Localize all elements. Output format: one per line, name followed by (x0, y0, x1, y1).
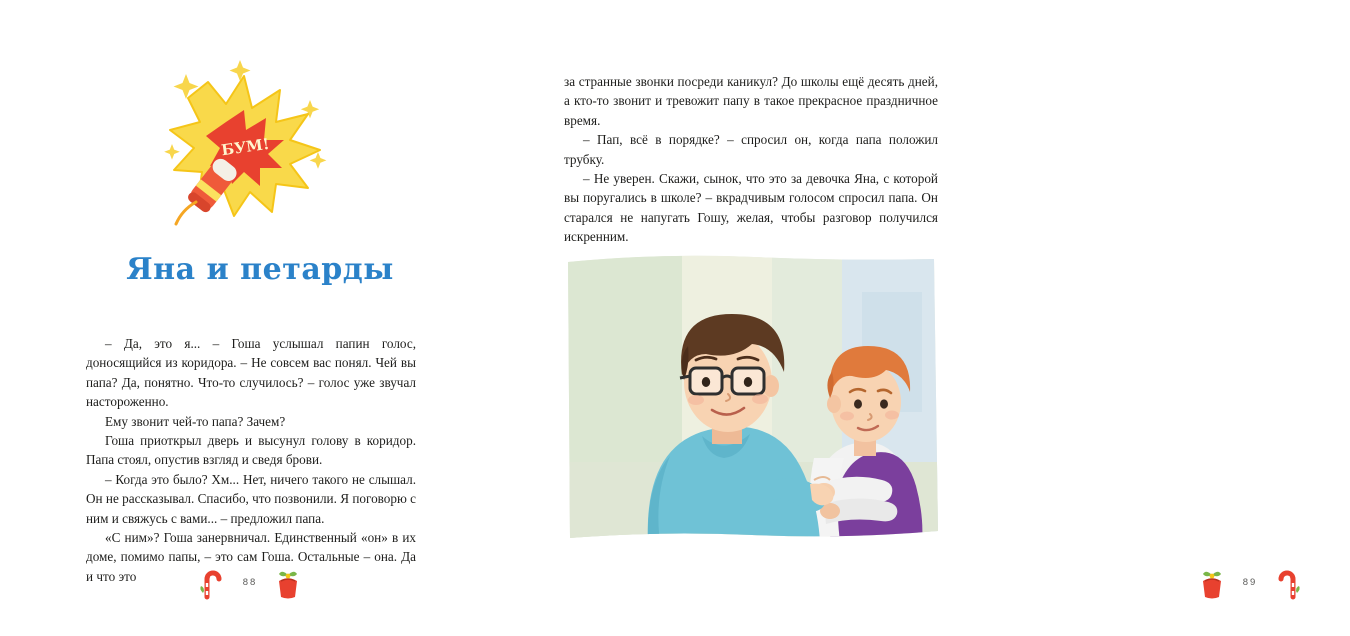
paragraph: – Когда это было? Хм... Нет, ничего такого не слышал. Он не рассказывал. Спасибо, что позвонили. Я поговорю с ним и свяжусь с вами... – предложил папа. (86, 471, 416, 526)
paragraph: за странные звонки посреди каникул? До школы ещё десять дней, а кто-то звонит и тревожит папу в такое прекрасное праздничное время. (564, 74, 938, 128)
paragraph: – Не уверен. Скажи, сынок, что это за девочка Яна, с которой вы поругались в школе? – вкрадчивым голосом спросил папа. Он старался не напугать Гошу, желая, чтобы разговор получился искренним. (564, 171, 938, 245)
chapter-title: Яна и петарды (126, 252, 394, 287)
right-page-footer (1150, 562, 1350, 602)
paragraph: Гоша приоткрыл дверь и высунул голову в коридор. Папа стоял, опустив взгляд и сведя брови. (86, 433, 416, 468)
paragraph: – Пап, всё в порядке? – спросил он, когда папа положил трубку. (564, 132, 938, 167)
left-page (0, 0, 500, 636)
page-number: 89 (1242, 576, 1258, 588)
paragraph: Ему звонит чей-то папа? Зачем? (105, 413, 286, 429)
two-boys-conversation-illustration (562, 252, 940, 542)
right-page-body (564, 72, 938, 247)
paragraph: – Да, это я... – Гоша услышал папин голос, доносящийся из коридора. – Не совсем вас понял. Чей вы папа? Да, понятно. Что-то случилось? – голос уже звучал настороженно. (86, 336, 416, 410)
right-page (500, 0, 1258, 636)
candy-cane-ornament (1273, 565, 1303, 599)
left-page-body (86, 334, 416, 586)
gift-bag-ornament (273, 565, 303, 599)
paragraph: «С ним»? Гоша занервничал. Единственный «он» в их доме, помимо папы, – это сам Гоша. Остальные – она. Да и что это (86, 530, 416, 584)
page-number: 88 (242, 576, 258, 588)
svg-text:БУМ!: БУМ! (220, 134, 271, 160)
left-page-footer (150, 562, 350, 602)
candy-cane-ornament (197, 565, 227, 599)
firecracker-bang-illustration (148, 52, 358, 227)
gift-bag-ornament (1197, 565, 1227, 599)
